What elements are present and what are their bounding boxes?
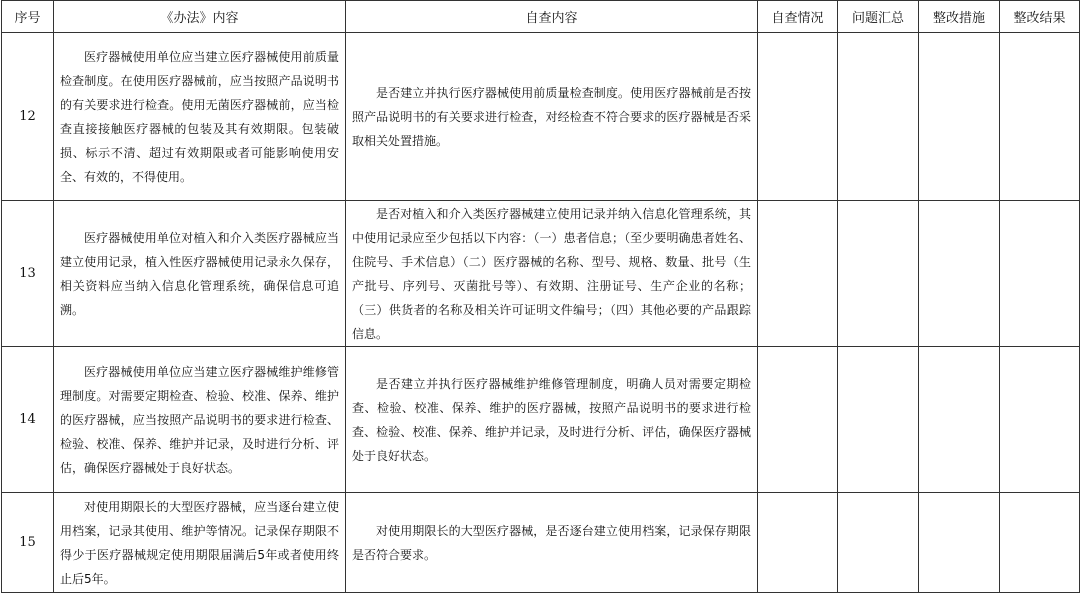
check-text: 对使用期限长的大型医疗器械，是否逐台建立使用档案，记录保存期限是否符合要求。 [352, 523, 751, 562]
rectification-measures-cell[interactable] [919, 33, 1000, 201]
rectification-result-cell[interactable] [1000, 347, 1080, 493]
check-status-cell[interactable] [758, 347, 838, 493]
row-number: 14 [2, 347, 54, 493]
header-number: 序号 [2, 1, 54, 33]
measure-cell [54, 201, 346, 347]
problem-summary-cell[interactable] [838, 493, 919, 593]
check-text: 是否对植入和介入类医疗器械建立使用记录并纳入信息化管理系统，其中使用记录应至少包括以下内容：（一）患者信息；（至少要明确患者姓名、住院号、手术信息）（二）医疗器械的名称、型号、规格、数量、批号（生产批号、序列号、灭菌批号等）、有效期、注册证号、生产企业的名称；（三）供货者的名称及相关许可证明文件编号；（四）其他必要的产品跟踪信息。 [352, 206, 751, 341]
check-status-cell[interactable] [758, 493, 838, 593]
row-number: 13 [2, 201, 54, 347]
table-row [2, 33, 1080, 201]
header-check-status: 自查情况 [758, 1, 838, 33]
problem-summary-cell[interactable] [838, 201, 919, 347]
rectification-result-cell[interactable] [1000, 201, 1080, 347]
rectification-measures-cell[interactable] [919, 347, 1000, 493]
table-row [2, 493, 1080, 593]
check-status-cell[interactable] [758, 201, 838, 347]
header-row [2, 1, 1080, 33]
rectification-measures-cell[interactable] [919, 201, 1000, 347]
row-number: 12 [2, 33, 54, 201]
header-rectification-measures: 整改措施 [919, 1, 1000, 33]
rectification-result-cell[interactable] [1000, 33, 1080, 201]
check-cell [346, 493, 758, 593]
header-measure-content: 《办法》内容 [54, 1, 346, 33]
table-row [2, 347, 1080, 493]
check-status-cell[interactable] [758, 33, 838, 201]
rectification-result-cell[interactable] [1000, 493, 1080, 593]
self-inspection-table [1, 0, 1080, 593]
check-text: 是否建立并执行医疗器械维护维修管理制度，明确人员对需要定期检查、检验、校准、保养、维护的医疗器械，按照产品说明书的要求进行检查、检验、校准、保养、维护并记录，及时进行分析、评估，确保医疗器械处于良好状态。 [352, 376, 751, 463]
header-rectification-result: 整改结果 [1000, 1, 1080, 33]
check-text: 是否建立并执行医疗器械使用前质量检查制度。使用医疗器械前是否按照产品说明书的有关要求进行检查，对经检查不符合要求的医疗器械是否采取相关处置措施。 [352, 85, 751, 148]
rectification-measures-cell[interactable] [919, 493, 1000, 593]
check-cell [346, 347, 758, 493]
problem-summary-cell[interactable] [838, 347, 919, 493]
measure-cell [54, 347, 346, 493]
measure-text: 医疗器械使用单位应当建立医疗器械维护维修管理制度。对需要定期检查、检验、校准、保养、维护的医疗器械，应当按照产品说明书的要求进行检查、检验、校准、保养、维护并记录，及时进行分析、评估，确保医疗器械处于良好状态。 [60, 364, 339, 475]
measure-cell [54, 33, 346, 201]
measure-text: 医疗器械使用单位应当建立医疗器械使用前质量检查制度。在使用医疗器械前，应当按照产品说明书的有关要求进行检查。使用无菌医疗器械前，应当检查直接接触医疗器械的包装及其有效期限。包装破损、标示不清、超过有效期限或者可能影响使用安全、有效的，不得使用。 [60, 49, 339, 184]
table-row [2, 201, 1080, 347]
check-cell [346, 33, 758, 201]
header-check-content: 自查内容 [346, 1, 758, 33]
measure-cell [54, 493, 346, 593]
header-problem-summary: 问题汇总 [838, 1, 919, 33]
row-number: 15 [2, 493, 54, 593]
check-cell [346, 201, 758, 347]
measure-text: 医疗器械使用单位对植入和介入类医疗器械应当建立使用记录，植入性医疗器械使用记录永久保存，相关资料应当纳入信息化管理系统，确保信息可追溯。 [60, 230, 339, 317]
measure-text: 对使用期限长的大型医疗器械，应当逐台建立使用档案，记录其使用、维护等情况。记录保存期限不得少于医疗器械规定使用期限届满后5年或者使用终止后5年。 [60, 499, 339, 586]
problem-summary-cell[interactable] [838, 33, 919, 201]
